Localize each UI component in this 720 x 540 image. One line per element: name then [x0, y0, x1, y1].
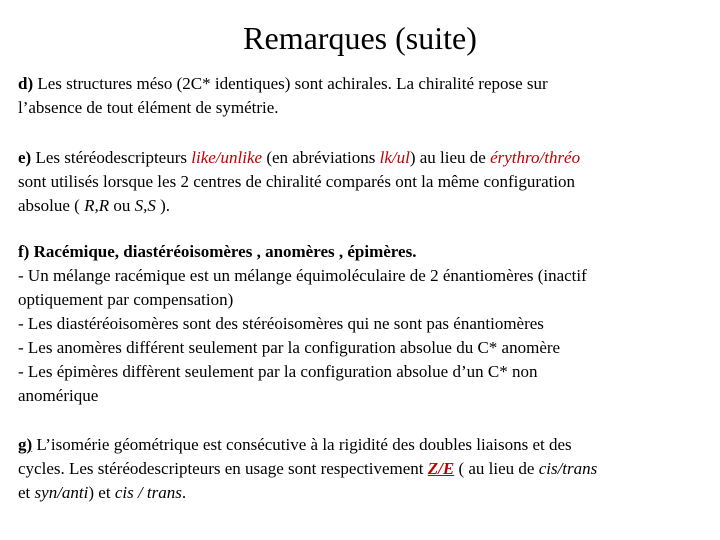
syn-anti-term: syn/anti — [34, 483, 89, 502]
remark-e-line-2: sont utilisés lorsque les 2 centres de chiralité comparés ont la même configuration — [18, 172, 576, 191]
remark-f-line-3: optiquement par compensation) — [18, 290, 234, 309]
remark-e — [18, 146, 708, 218]
remark-g-text-b: ( au lieu de — [454, 459, 539, 478]
remark-e-text-f: ). — [155, 196, 171, 215]
remark-g-line-2 — [18, 457, 708, 481]
rr-term: R,R — [84, 196, 110, 215]
remark-d-text-1: Les structures méso (2C* identiques) sont achirales. La chiralité repose sur — [33, 74, 548, 93]
remark-e-text-b: (en abréviations — [262, 148, 380, 167]
remark-f-line-4: - Les diastéréoisomères sont des stéréoisomères qui ne sont pas énantiomères — [18, 314, 544, 333]
remark-g-label: g) — [18, 435, 33, 454]
lk-ul-term: lk/ul — [379, 148, 410, 167]
remark-g-line-1 — [18, 433, 708, 457]
remark-d — [18, 72, 708, 120]
remark-g — [18, 433, 708, 505]
remark-g-text-e: . — [181, 483, 187, 502]
remark-f-line-7: anomérique — [18, 386, 99, 405]
remark-f — [18, 240, 708, 408]
remark-g-line-3 — [18, 481, 708, 505]
remark-d-line-2: l’absence de tout élément de symétrie. — [18, 98, 279, 117]
remark-e-text-e: ou — [109, 196, 135, 215]
remark-e-label: e) — [18, 148, 32, 167]
like-unlike-term: like/unlike — [191, 148, 263, 167]
remark-e-text-d: absolue ( — [18, 196, 85, 215]
remark-d-line-1 — [18, 72, 708, 96]
remark-e-line-3 — [18, 194, 708, 218]
remark-g-text-a: cycles. Les stéréodescripteurs en usage sont respectivement — [18, 459, 428, 478]
remark-e-text-c: ) au lieu de — [409, 148, 491, 167]
remark-f-heading-text: Racémique, diastéréoisomères , anomères , épimères. — [29, 242, 417, 261]
remark-f-label: f) — [18, 242, 30, 261]
remark-f-heading — [18, 240, 708, 264]
remark-g-text-d: ) et — [88, 483, 115, 502]
ss-term: S,S — [134, 196, 156, 215]
cis-trans-term-2: cis / trans — [114, 483, 182, 502]
remark-f-line-5: - Les anomères différent seulement par la configuration absolue du C* anomère — [18, 338, 561, 357]
remark-e-line-1 — [18, 146, 708, 170]
cis-trans-term: cis/trans — [538, 459, 598, 478]
remark-g-text-1: L’isomérie géométrique est consécutive à la rigidité des doubles liaisons et des — [32, 435, 572, 454]
remark-f-line-2: - Un mélange racémique est un mélange équimoléculaire de 2 énantiomères (inactif — [18, 266, 587, 285]
remark-g-text-c: et — [18, 483, 35, 502]
remark-f-line-6: - Les épimères diffèrent seulement par la configuration absolue d’un C* non — [18, 362, 538, 381]
remark-d-label: d) — [18, 74, 34, 93]
page-title: Remarques (suite) — [243, 20, 477, 56]
remark-e-text-a: Les stéréodescripteurs — [31, 148, 192, 167]
z-e-term: Z/E — [427, 459, 455, 478]
erythro-threo-term: érythro/thréo — [490, 148, 581, 167]
